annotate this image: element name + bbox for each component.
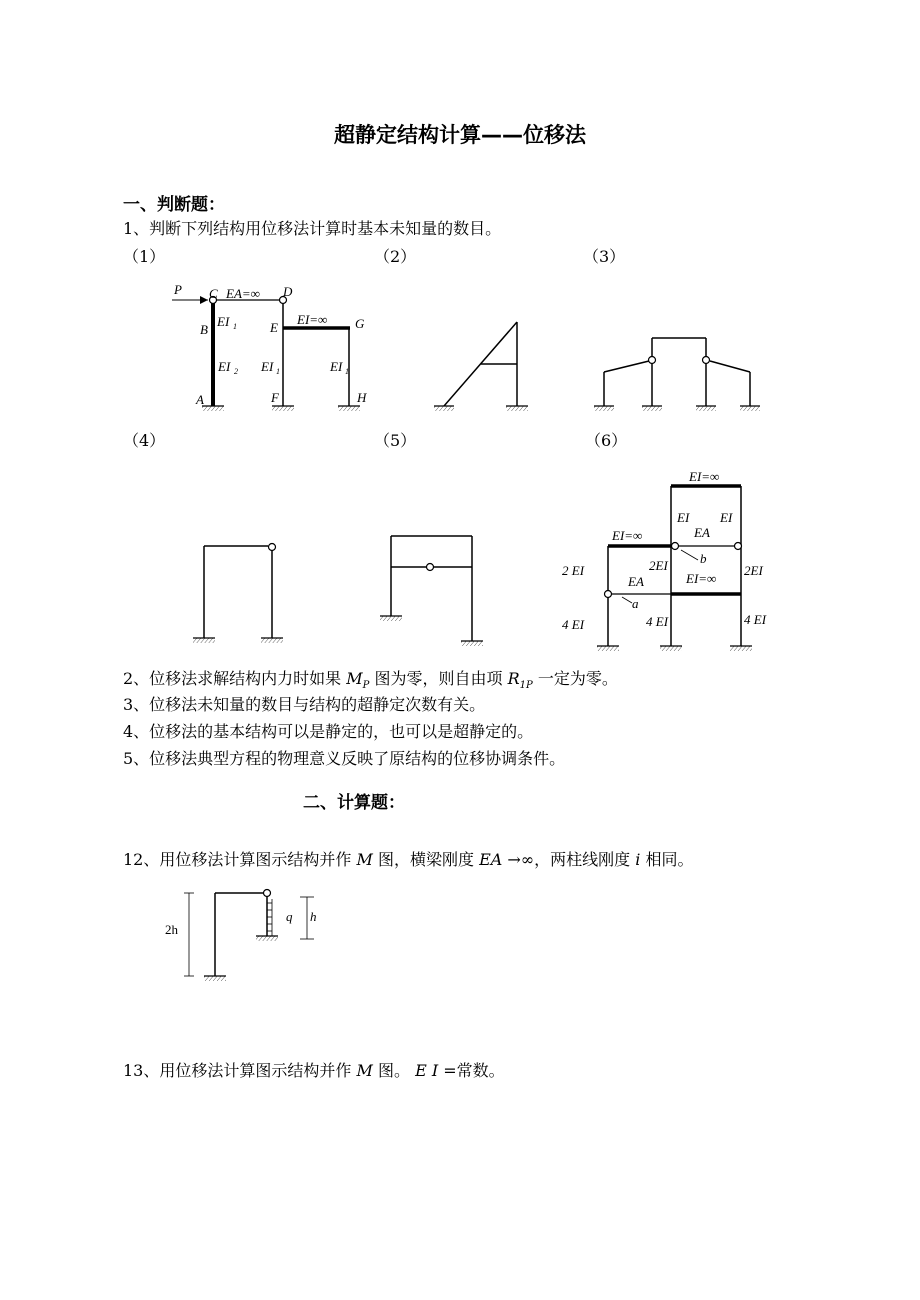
q2-R-sub: 1P [519,680,533,692]
q13-EI: E I [415,1061,439,1080]
label-A: A [196,392,204,407]
q12-M: M [356,850,373,869]
label-G: G [355,316,365,331]
page-title: 超静定结构计算——位移法 [334,123,586,147]
section-heading-judgement: 一、判断题： [123,195,225,215]
fig6-4EI-right: 4 EI [744,612,767,627]
label-H: H [357,390,367,405]
label-F: F [271,390,279,405]
label-C: C [209,286,218,301]
label-EI2-sub: 2 [234,367,238,376]
fig6-2EI-right: 2EI [744,563,763,578]
question-3: 3、位移法未知量的数目与结构的超静定次数有关。 [123,695,486,714]
q12-i: i [635,850,641,869]
q13-mid: 图。 [377,1061,410,1080]
section-heading-calculation: 二、计算题： [303,793,405,813]
label-EI1-right-sub: 1 [345,367,349,376]
sub-label-5: （5） [374,431,417,450]
q2-mid: 图为零，则自由项 [374,669,503,688]
fig6-EI-inf-top: EI=∞ [689,469,720,484]
figure-3-frame [594,338,760,411]
fig6-2EI-mid: 2EI [649,558,668,573]
label-EI1-left: EI [217,314,230,329]
label-EI-inf: EI=∞ [297,312,328,327]
sub-label-2: （2） [374,247,417,266]
q12-pre: 12、用位移法计算图示结构并作 [123,850,352,869]
figure-2-truss [434,322,528,411]
fig12-label-h: h [310,909,317,924]
label-EI1-mid-sub: 1 [276,367,280,376]
fig6-EA-upper: EA [694,525,710,540]
q2-M: M [346,669,363,688]
q12-EA: EA [479,850,503,869]
label-P: P [174,282,182,297]
q13-pre: 13、用位移法计算图示结构并作 [123,1061,352,1080]
fig6-4EI-left: 4 EI [562,617,585,632]
label-EI1-right: EI [330,359,343,374]
fig12-label-q: q [286,909,293,924]
fig6-2EI-left: 2 EI [562,563,585,578]
sub-label-4: （4） [123,431,166,450]
question-1: 1、判断下列结构用位移法计算时基本未知量的数目。 [123,219,502,238]
arrowhead [200,296,208,304]
question-5: 5、位移法典型方程的物理意义反映了原结构的位移协调条件。 [123,749,566,768]
label-D: D [283,284,293,299]
q2-pre: 2、位移法求解结构内力时如果 [123,669,342,688]
question-4: 4、位移法的基本结构可以是静定的，也可以是超静定的。 [123,722,534,741]
fig6-EI-inf-mid: EI=∞ [686,571,717,586]
figure-5-frame [380,536,483,646]
sub-label-1: （1） [123,247,166,266]
fig6-EI-inf-left: EI=∞ [612,528,643,543]
fig6-label-b: b [700,551,707,566]
q12-arrow: →∞，两柱线刚度 [507,850,631,869]
label-B: B [200,322,208,337]
figure-4-frame [193,544,283,644]
label-EI1-left-sub: 1 [233,322,237,331]
label-EI2: EI [218,359,231,374]
fig6-EI-right-upper: EI [720,510,733,525]
figure-12-frame [184,890,314,982]
sub-label-3: （3） [583,247,626,266]
q2-M-sub: P [362,680,370,692]
fig12-label-2h: 2h [165,922,178,937]
q13-M: M [356,1061,373,1080]
fig6-4EI-mid: 4 EI [646,614,669,629]
q12-post: 相同。 [645,850,694,869]
fig6-EI-left-upper: EI [677,510,690,525]
q12-mid: 图，横梁刚度 [377,850,474,869]
q2-R: R [507,669,520,688]
label-E: E [270,320,278,335]
label-EA-inf: EA=∞ [226,286,260,301]
sub-label-6: （6） [585,431,628,450]
fig6-EA-lower: EA [628,574,644,589]
label-EI1-mid: EI [261,359,274,374]
q2-post: 一定为零。 [537,669,618,688]
fig6-label-a: a [632,596,639,611]
q13-post: =常数。 [443,1061,505,1080]
